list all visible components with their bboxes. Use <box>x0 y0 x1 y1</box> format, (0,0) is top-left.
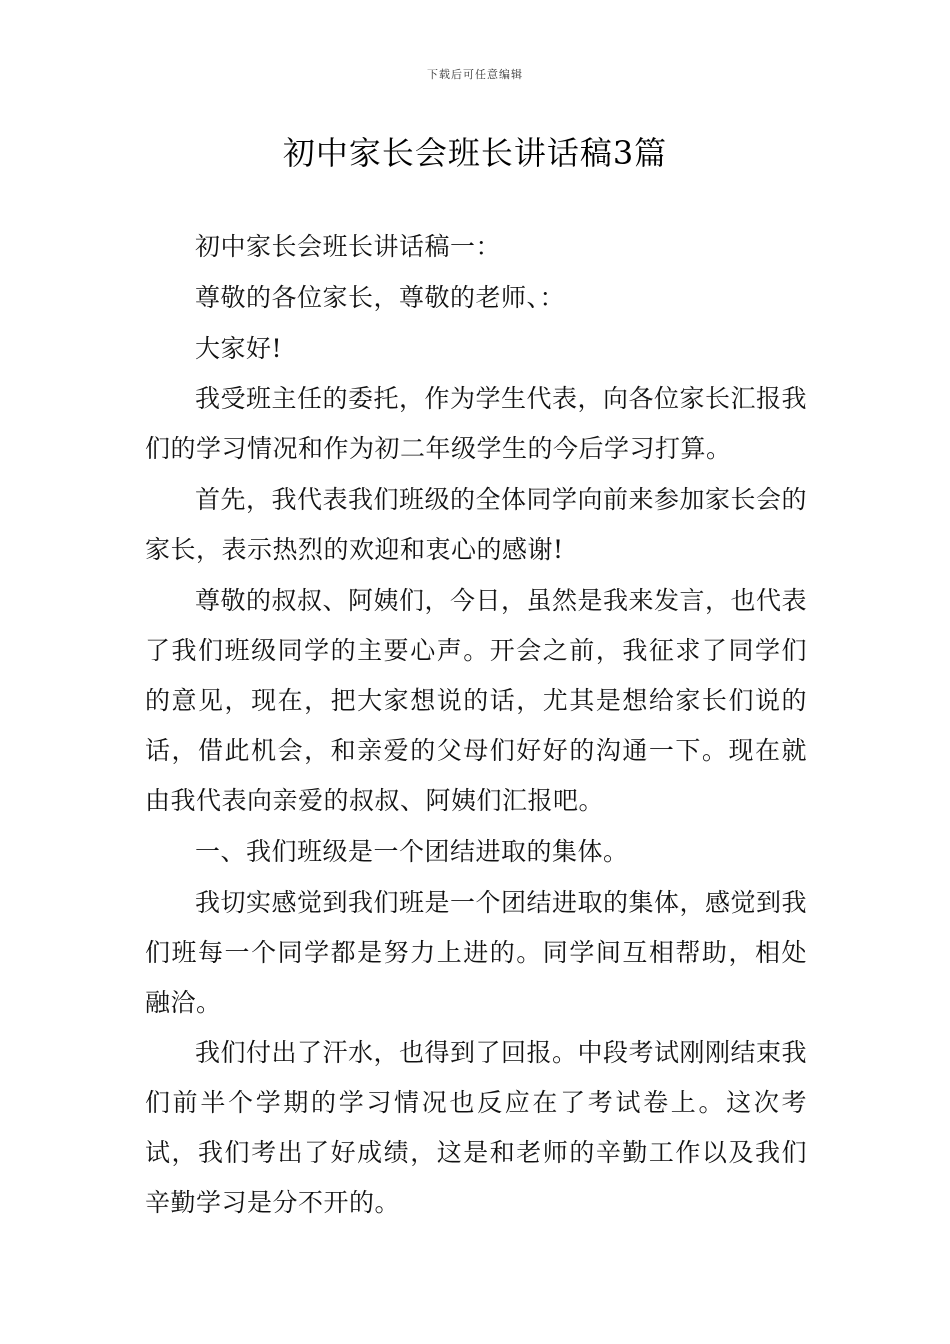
document-body <box>145 222 807 1229</box>
paragraph: 尊敬的叔叔、阿姨们，今日，虽然是我来发言，也代表了我们班级同学的主要心声。开会之前，我征求了同学们的意见，现在，把大家想说的话，尤其是想给家长们说的话，借此机会，和亲爱的父母们好好的沟通一下。现在就由我代表向亲爱的叔叔、阿姨们汇报吧。 <box>145 585 808 815</box>
section-heading: 一、我们班级是一个团结进取的集体。 <box>195 836 629 866</box>
document-title: 初中家长会班长讲话稿3篇 <box>282 134 668 172</box>
paragraph: 首先，我代表我们班级的全体同学向前来参加家长会的家长，表示热烈的欢迎和衷心的感谢! <box>145 485 808 565</box>
paragraph-salutation: 尊敬的各位家长，尊敬的老师、： <box>195 282 566 312</box>
paragraph-greeting: 大家好! <box>195 333 283 363</box>
paragraph: 我切实感觉到我们班是一个团结进取的集体，感觉到我们班每一个同学都是努力上进的。同学间互相帮助，相处融洽。 <box>145 887 808 1017</box>
paragraph: 我们付出了汗水，也得到了回报。中段考试刚刚结束我们前半个学期的学习情况也反应在了考试卷上。这次考试，我们考出了好成绩，这是和老师的辛勤工作以及我们辛勤学习是分不开的。 <box>145 1038 808 1218</box>
paragraph-subtitle: 初中家长会班长讲话稿一： <box>195 232 502 261</box>
paragraph: 我受班主任的委托，作为学生代表，向各位家长汇报我们的学习情况和作为初二年级学生的今后学习打算。 <box>145 384 808 464</box>
header-note: 下载后可任意编辑 <box>427 68 523 81</box>
